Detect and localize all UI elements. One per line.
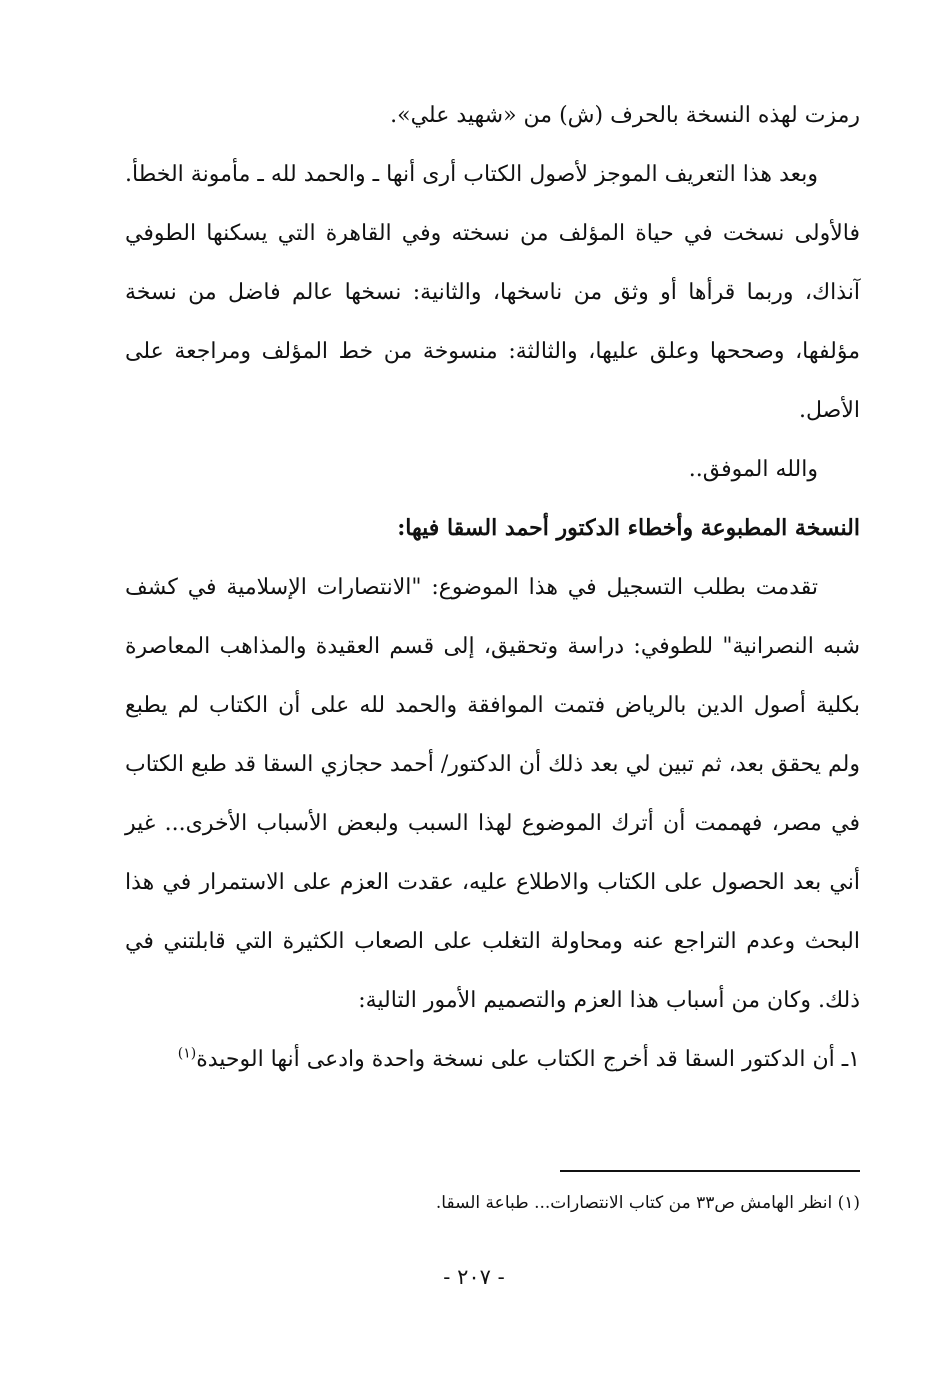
paragraph-point-one — [125, 1030, 860, 1089]
page-number: - ٢٠٧ - — [443, 1265, 505, 1289]
section-heading: النسخة المطبوعة وأخطاء الدكتور أحمد السقا فيها: — [397, 515, 860, 541]
footnote-marker: (١) — [177, 1045, 197, 1062]
paragraph-registration: تقدمت بطلب التسجيل في هذا الموضوع: "الانتصارات الإسلامية في كشف شبه النصرانية" للطوفي: دراسة وتحقيق، إلى قسم العقيدة والمذاهب المعاصرة بكلية أصول الدين بالرياض فتمت الموافقة والحمد لله على أن الكتاب لم يطبع ولم يحقق بعد، ثم تبين لي بعد ذلك أن الدكتور/ أحمد حجازي السقا قد طبع الكتاب في مصر، فهممت أن أترك الموضوع لهذا السبب ولبعض الأسباب الأخرى... غير أني بعد الحصول على الكتاب والاطلاع عليه، عقدت العزم على الاستمرار في هذا البحث وعدم التراجع عنه ومحاولة التغلب على الصعاب الكثيرة التي قابلتني في ذلك. وكان من أسباب هذا العزم والتصميم الأمور التالية: — [125, 575, 860, 1013]
point-one-text: ١ـ أن الدكتور السقا قد أخرج الكتاب على نسخة واحدة وادعى أنها الوحيدة — [196, 1047, 860, 1072]
footnote-divider — [560, 1170, 860, 1172]
paragraph-notation: رمزت لهذه النسخة بالحرف (ش) من «شهيد علي». — [390, 103, 860, 128]
paragraph-assessment: وبعد هذا التعريف الموجز لأصول الكتاب أرى أنها ـ والحمد لله ـ مأمونة الخطأ. فالأولى نسخت في حياة المؤلف من نسخته وفي القاهرة التي يسكنها الطوفي آنذاك، وربما قرأها أو وثق من ناسخها، والثانية: نسخها عالم فاضل من نسخة مؤلفها، وصححها وعلق عليها، والثالثة: منسوخة من خط المؤلف ومراجعة على الأصل. — [125, 162, 860, 423]
footnote-text: (١) انظر الهامش ص٣٣ من كتاب الانتصارات... طباعة السقا. — [435, 1193, 860, 1213]
paragraph-closing: والله الموفق.. — [688, 457, 818, 482]
main-text — [125, 86, 860, 1089]
